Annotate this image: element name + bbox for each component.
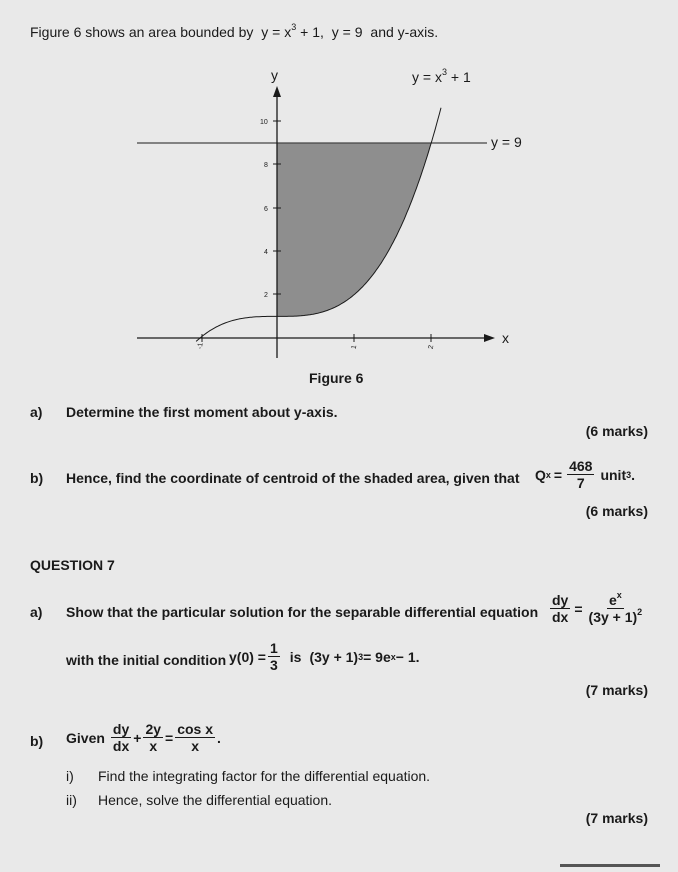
q7a-text: Show that the particular solution for the separable differential equation	[66, 604, 539, 620]
q7a-line2-text: with the initial condition	[66, 652, 227, 668]
figure-caption: Figure 6	[309, 370, 364, 386]
x-axis-arrow-icon	[484, 334, 495, 342]
q6b-marks: (6 marks)	[585, 503, 648, 519]
q6b-formula: Q x = $\frac{468}{7}$ unit 3 .	[535, 458, 636, 491]
y-tick-10: 10	[260, 119, 268, 126]
page-footer-rule	[560, 864, 660, 867]
curve-label: $y = x^3 + 1$	[412, 67, 471, 85]
q7b-ii-label: ii)	[66, 792, 77, 808]
q6a-label: a)	[30, 404, 43, 420]
q7a-de: $\frac{dy}{dx}$ = $\frac{e^x}{(3y + 1)^2}$	[552, 590, 643, 625]
q7a-initial-condition: y(0) = $\frac{1}{3}$ is (3y + 1) 3 = 9e x − 1.	[229, 640, 420, 673]
q6b-text: Hence, find the coordinate of centroid of the shaded area, given that	[66, 470, 520, 486]
figure-6	[0, 0, 678, 400]
q6b-label: b)	[30, 470, 44, 486]
q7b-i-label: i)	[66, 768, 74, 784]
q7b-label: b)	[30, 733, 44, 749]
q7b-marks: (7 marks)	[585, 810, 648, 826]
line-label: y = 9	[491, 134, 522, 150]
intro-eq2: y = 9	[331, 24, 363, 40]
q7a-marks: (7 marks)	[585, 682, 648, 698]
x-tick-2: 2	[427, 344, 436, 350]
x-tick-1: 1	[350, 344, 359, 350]
intro-text: Figure 6 shows an area bounded by	[30, 24, 254, 40]
q6a-marks: (6 marks)	[585, 423, 648, 439]
y-tick-2: 2	[264, 292, 268, 299]
y-axis-label: y	[271, 67, 278, 83]
q7b-i-text: Find the integrating factor for the differential equation.	[98, 768, 431, 784]
q6a-text: Determine the first moment about y-axis.	[66, 404, 338, 420]
x-axis-label: x	[502, 330, 509, 346]
y-tick-8: 8	[264, 162, 268, 169]
y-axis-arrow-icon	[273, 86, 281, 97]
x-tick-minus1: -1	[196, 342, 205, 350]
q7-heading: QUESTION 7	[30, 557, 115, 573]
y-tick-4: 4	[264, 249, 268, 256]
intro-tail: and y-axis.	[370, 24, 439, 40]
intro-eq1: $y = x^3 + 1$,	[261, 22, 324, 40]
shaded-area	[277, 144, 431, 317]
q7a-label: a)	[30, 604, 43, 620]
y-tick-6: 6	[264, 206, 268, 213]
q7b-ii-text: Hence, solve the differential equation.	[98, 792, 333, 808]
q7b-equation: Given $\frac{dy}{dx}$ + $\frac{2y}{x}$ = $\frac{\text{cos x}}{x}$ .	[66, 721, 221, 754]
